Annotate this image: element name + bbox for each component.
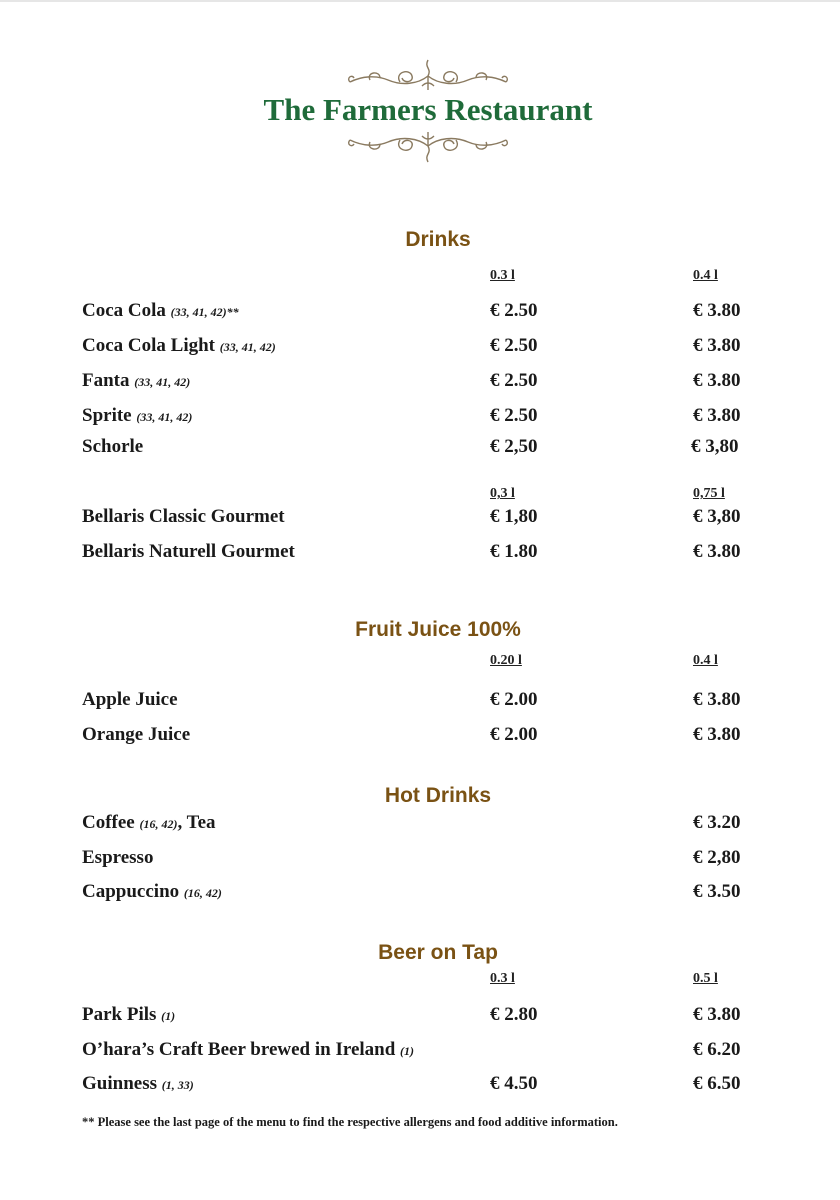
menu-item-name: Schorle <box>82 436 144 457</box>
size-header: 0.20 l <box>490 653 522 668</box>
menu-item-name: Espresso <box>82 847 154 868</box>
menu-item-price: € 3.80 <box>693 1004 741 1025</box>
menu-item-price: € 3.80 <box>693 370 741 391</box>
menu-item-price: € 3.80 <box>693 300 741 321</box>
menu-item-price: € 3.80 <box>693 405 741 426</box>
size-header: 0.4 l <box>693 268 718 283</box>
menu-item-price: € 1,80 <box>490 506 538 527</box>
menu-item-price: € 3.80 <box>693 724 741 745</box>
allergen-codes: (1) <box>161 1009 176 1023</box>
menu-item-price: € 2.00 <box>490 724 538 745</box>
menu-item-name: Apple Juice <box>82 689 178 710</box>
size-header: 0,75 l <box>693 486 725 501</box>
allergen-codes: (33, 41, 42)** <box>170 305 239 319</box>
section-title-hot-drinks: Hot Drinks <box>384 784 492 807</box>
menu-item-name: O’hara’s Craft Beer brewed in Ireland (1) <box>82 1039 415 1060</box>
allergen-codes: (1) <box>400 1044 415 1058</box>
menu-item-name: Coffee (16, 42), Tea <box>82 812 216 833</box>
menu-item-name: Sprite (33, 41, 42) <box>82 405 193 426</box>
menu-item-price: € 2.50 <box>490 370 538 391</box>
menu-item-price: € 2,80 <box>693 847 741 868</box>
menu-item-price: € 2.50 <box>490 405 538 426</box>
allergen-codes: (1, 33) <box>161 1078 194 1092</box>
size-header: 0.5 l <box>693 971 718 986</box>
size-header: 0.3 l <box>490 971 515 986</box>
menu-item-price: € 4.50 <box>490 1073 538 1094</box>
menu-item-name: Park Pils (1) <box>82 1004 176 1025</box>
menu-item-price: € 3.80 <box>693 541 741 562</box>
menu-item-price: € 3.20 <box>693 812 741 833</box>
menu-item-name: Cappuccino (16, 42) <box>82 881 222 902</box>
menu-item-price: € 1.80 <box>490 541 538 562</box>
menu-item-price: € 2.80 <box>490 1004 538 1025</box>
size-header: 0,3 l <box>490 486 515 501</box>
allergen-codes: (16, 42) <box>139 817 178 831</box>
menu-item-price: € 3,80 <box>693 506 741 527</box>
menu-item-price: € 2,50 <box>490 436 538 457</box>
allergen-codes: (33, 41, 42) <box>136 410 193 424</box>
restaurant-title: The Farmers Restaurant <box>263 92 593 127</box>
allergen-codes: (33, 41, 42) <box>219 340 276 354</box>
menu-item-price: € 3.80 <box>693 335 741 356</box>
menu-item-price: € 6.50 <box>693 1073 741 1094</box>
menu-item-price: € 2.00 <box>490 689 538 710</box>
menu-item-name: Guinness (1, 33) <box>82 1073 194 1094</box>
flourish-ornament-icon <box>340 56 516 94</box>
menu-item-price: € 3,80 <box>691 436 739 457</box>
menu-item-price: € 3.80 <box>693 689 741 710</box>
allergen-footnote: ** Please see the last page of the menu to find the respective allergens and food additive information. <box>82 1115 618 1129</box>
menu-item-price: € 2.50 <box>490 300 538 321</box>
menu-item-price: € 3.50 <box>693 881 741 902</box>
menu-item-name: Fanta (33, 41, 42) <box>82 370 191 391</box>
menu-item-name: Bellaris Classic Gourmet <box>82 506 285 527</box>
allergen-codes: (33, 41, 42) <box>134 375 191 389</box>
section-title-drinks: Drinks <box>405 228 471 251</box>
section-title-beer-on-tap: Beer on Tap <box>378 941 498 964</box>
menu-item-price: € 2.50 <box>490 335 538 356</box>
menu-item-name: Orange Juice <box>82 724 191 745</box>
flourish-ornament-bottom-icon <box>340 128 516 166</box>
size-header: 0.4 l <box>693 653 718 668</box>
menu-item-price: € 6.20 <box>693 1039 741 1060</box>
section-title-fruit-juice: Fruit Juice 100% <box>355 618 521 641</box>
menu-item-name: Bellaris Naturell Gourmet <box>82 541 295 562</box>
menu-item-name: Coca Cola Light (33, 41, 42) <box>82 335 276 356</box>
size-header: 0.3 l <box>490 268 515 283</box>
menu-item-name: Coca Cola (33, 41, 42)** <box>82 300 239 321</box>
top-border <box>0 0 840 2</box>
allergen-codes: (16, 42) <box>183 886 222 900</box>
